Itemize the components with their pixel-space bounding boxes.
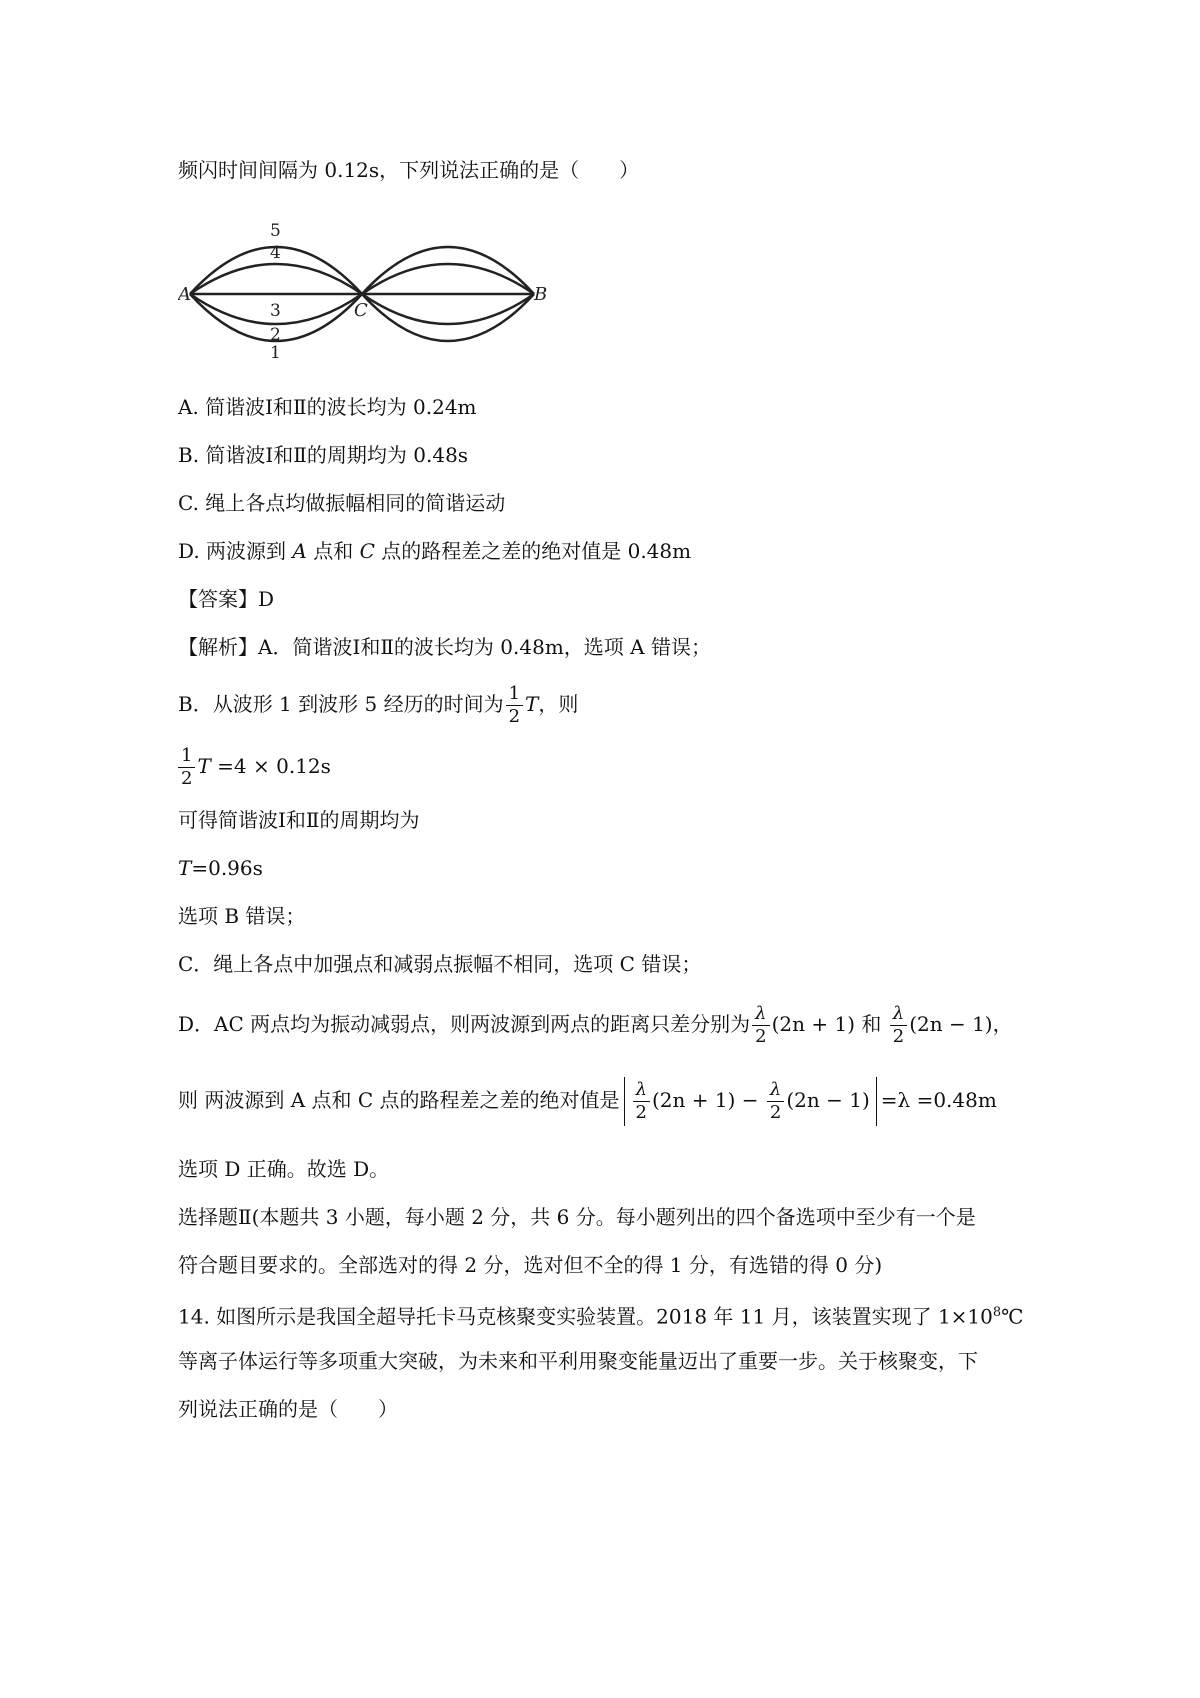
question-14-line-3: 列说法正确的是（ ） bbox=[178, 1397, 398, 1421]
equation-half-period: $\frac{1}{2}$ T =4 × 0.12s bbox=[178, 745, 331, 790]
analysis-d-result: 则 两波源到 A 点和 C 点的路程差之差的绝对值是 $\frac{\lambda}{2}$ (2n + 1) − $\frac{\lambda}{2}$ (2n − 1) =λ =0.48m bbox=[178, 1077, 997, 1126]
section-header-line-1: 选择题Ⅱ(本题共 3 小题，每小题 2 分，共 6 分。每小题列出的四个备选项中至少有一个是 bbox=[178, 1205, 976, 1229]
label-wave-3: 3 bbox=[270, 301, 281, 321]
label-wave-1: 1 bbox=[270, 343, 281, 363]
analysis-a: 【解析】A．简谐波Ⅰ和Ⅱ的波长均为 0.48m，选项 A 错误； bbox=[178, 635, 711, 659]
analysis-period-intro: 可得简谐波Ⅰ和Ⅱ的周期均为 bbox=[178, 808, 420, 832]
analysis-c: C．绳上各点中加强点和减弱点振幅不相同，选项 C 错误； bbox=[178, 952, 702, 976]
label-wave-2: 2 bbox=[270, 325, 281, 345]
answer-line: 【答案】D bbox=[178, 587, 275, 611]
wave-figure bbox=[178, 212, 548, 372]
label-a: A bbox=[178, 284, 191, 305]
wave-1-right bbox=[362, 294, 534, 341]
question-stem-tail: 频闪时间间隔为 0.12s，下列说法正确的是（ ） bbox=[178, 158, 640, 182]
label-b: B bbox=[534, 284, 548, 305]
equation-period: T=0.96s bbox=[178, 856, 263, 880]
option-a: A. 简谐波Ⅰ和Ⅱ的波长均为 0.24m bbox=[178, 395, 477, 419]
option-b: B. 简谐波Ⅰ和Ⅱ的周期均为 0.48s bbox=[178, 443, 469, 467]
wave-5-right bbox=[362, 247, 534, 294]
analysis-d: D．AC 两点均为振动减弱点，则两波源到两点的距离只差分别为 $\frac{\lambda}{2}$ (2n + 1) 和 $\frac{\lambda}{2}$ (2n − 1)， bbox=[178, 1003, 1013, 1047]
label-wave-4: 4 bbox=[270, 243, 281, 263]
label-wave-5: 5 bbox=[270, 221, 281, 241]
analysis-b-conclusion: 选项 B 错误； bbox=[178, 904, 306, 928]
analysis-conclusion: 选项 D 正确。故选 D。 bbox=[178, 1157, 390, 1181]
option-d: D. 两波源到 A 点和 C 点的路程差之差的绝对值是 0.48m bbox=[178, 539, 692, 563]
question-14-line-1: 14. 如图所示是我国全超导托卡马克核聚变实验装置。2018 年 11 月，该装置实现了 $1\times 10^8℃$ bbox=[178, 1304, 1024, 1329]
analysis-b: B．从波形 1 到波形 5 经历的时间为 $\frac{1}{2}$ T，则 bbox=[178, 683, 579, 727]
option-c: C. 绳上各点均做振幅相同的简谐运动 bbox=[178, 491, 506, 515]
question-14-line-2: 等离子体运行等多项重大突破，为未来和平利用聚变能量迈出了重要一步。关于核聚变，下 bbox=[178, 1349, 978, 1373]
label-c: C bbox=[354, 300, 368, 321]
section-header-line-2: 符合题目要求的。全部选对的得 2 分，选对但不全的得 1 分，有选错的得 0 分) bbox=[178, 1253, 883, 1277]
